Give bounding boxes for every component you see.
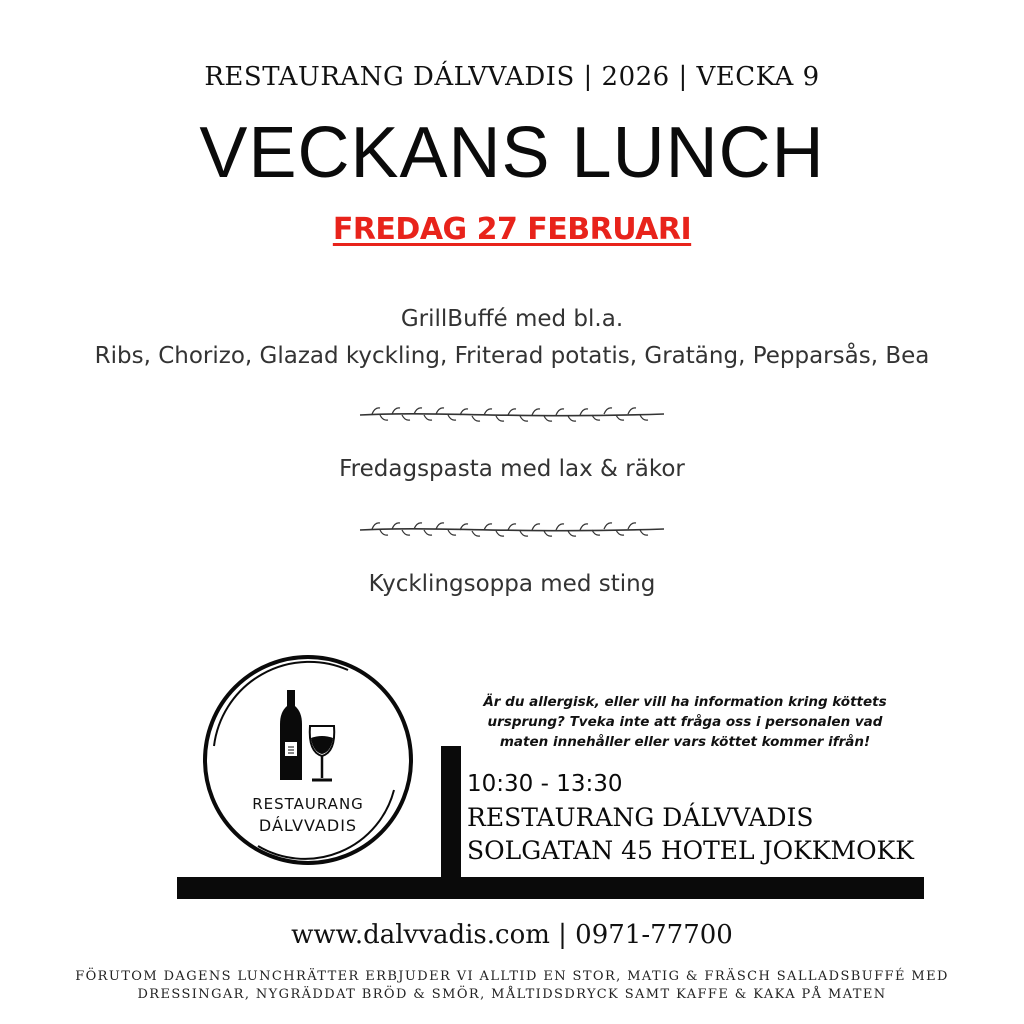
footer-line-2: DRESSINGAR, NYGRÄDDAT BRÖD & SMÖR, MÅLTIDSDRYCK SAMT KAFFE & KAKA PÅ MATEN [137, 987, 887, 1002]
allergy-note: Är du allergisk, eller vill ha information kring köttets ursprung? Tveka inte att fråga oss i personalen vad maten innehåller eller vars köttet kommer ifrån! [483, 694, 887, 750]
restaurant-address: SOLGATAN 45 HOTEL JOKKMOKK [467, 836, 914, 865]
logo-wordmark [198, 794, 418, 836]
contact-info: www.dalvvadis.com | 0971-77700 [291, 920, 733, 950]
page-title: VECKANS LUNCH [199, 113, 825, 193]
decorative-horizontal-bar [177, 877, 924, 899]
menu-item-3: Kycklingsoppa med sting [368, 571, 656, 597]
restaurant-logo [198, 650, 418, 870]
menu-item-2: Fredagspasta med lax & räkor [339, 456, 685, 482]
date-heading: FREDAG 27 FEBRUARI [332, 212, 692, 247]
wine-bottle-icon [280, 690, 302, 780]
decorative-vertical-bar [441, 746, 461, 886]
menu-item-1-details: Ribs, Chorizo, Glazad kyckling, Friterad potatis, Gratäng, Pepparsås, Bea [94, 343, 930, 369]
logo-line-1: RESTAURANG [252, 795, 364, 813]
wine-glass-icon [310, 726, 335, 780]
menu-item-1-heading: GrillBuffé med bl.a. [400, 306, 624, 332]
header-subtitle: RESTAURANG DÁLVVADIS | 2026 | VECKA 9 [204, 62, 820, 92]
footer-line-1: FÖRUTOM DAGENS LUNCHRÄTTER ERBJUDER VI ALLTID EN STOR, MATIG & FRÄSCH SALLADSBUFFÉ MED [75, 969, 949, 984]
vine-divider-icon [358, 518, 666, 542]
restaurant-name: RESTAURANG DÁLVVADIS [467, 803, 814, 832]
logo-line-2: DÁLVVADIS [258, 816, 358, 835]
footer-note [50, 968, 974, 1004]
vine-divider-icon [358, 403, 666, 427]
opening-hours: 10:30 - 13:30 [467, 771, 623, 797]
